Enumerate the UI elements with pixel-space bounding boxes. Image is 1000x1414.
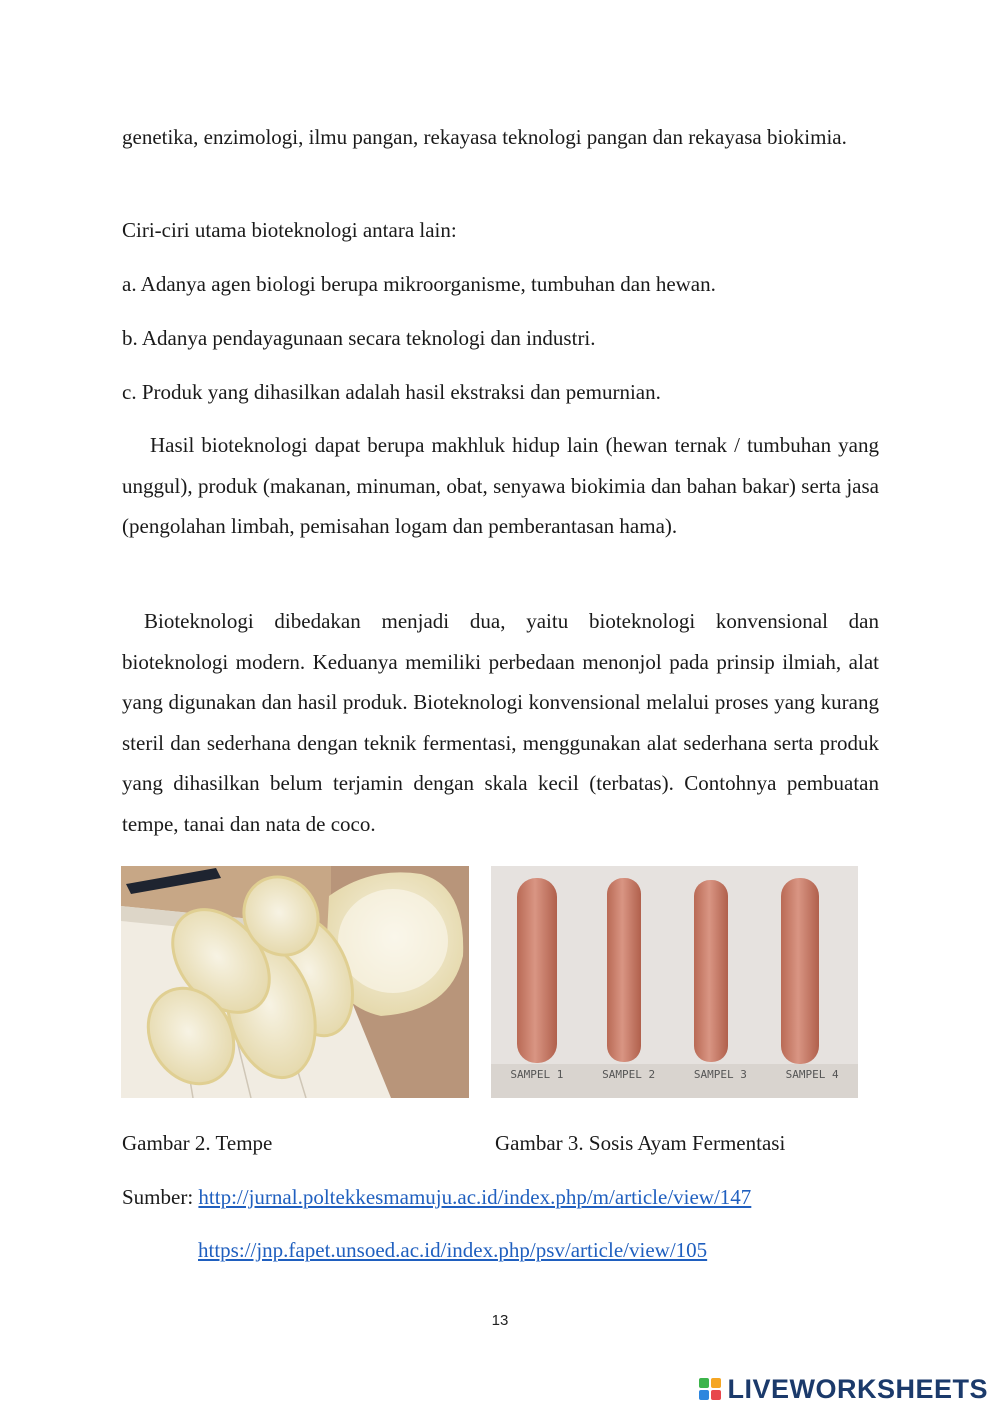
tempe-image bbox=[121, 866, 469, 1098]
figure-2-caption: Gambar 2. Tempe bbox=[122, 1131, 273, 1155]
paragraph-intro: genetika, enzimologi, ilmu pangan, rekayasa teknologi pangan dan rekayasa biokimia. bbox=[122, 125, 847, 149]
liveworksheets-brand[interactable] bbox=[699, 1372, 988, 1406]
ciri-item-a: a. Adanya agen biologi berupa mikroorganisme, tumbuhan dan hewan. bbox=[122, 272, 716, 296]
sample-label-4: SAMPEL 4 bbox=[785, 1068, 839, 1081]
figure-3-caption: Gambar 3. Sosis Ayam Fermentasi bbox=[495, 1131, 786, 1155]
sample-label-1: SAMPEL 1 bbox=[510, 1068, 564, 1081]
paragraph-hasil: Hasil bioteknologi dapat berupa makhluk hidup lain (hewan ternak / tumbuhan yang unggul), produk (makanan, minuman, obat, senyawa biokimia dan bahan bakar) serta jasa (pengolahan limbah, pemisahan logam dan pemberantasan hama). bbox=[122, 433, 879, 538]
ciri-heading: Ciri-ciri utama bioteknologi antara lain: bbox=[122, 218, 457, 242]
ciri-item-c: c. Produk yang dihasilkan adalah hasil ekstraksi dan pemurnian. bbox=[122, 380, 661, 404]
liveworksheets-logo-icon bbox=[699, 1378, 721, 1400]
paragraph-jenis: Bioteknologi dibedakan menjadi dua, yaitu bioteknologi konvensional dan bioteknologi modern. Keduanya memiliki perbedaan menonjol pada prinsip ilmiah, alat yang digunakan dan hasil produk. Bioteknologi konvensional melalui proses yang kurang steril dan sederhana dengan teknik fermentasi, menggunakan alat sederhana serta produk yang dihasilkan belum terjamin dengan skala kecil (terbatas). Contohnya pembuatan tempe, tanai dan nata de coco. bbox=[122, 609, 879, 836]
source-link-2[interactable]: https://jnp.fapet.unsoed.ac.id/index.php/psv/article/view/105 bbox=[198, 1238, 708, 1262]
brand-name: LIVEWORKSHEETS bbox=[727, 1373, 988, 1404]
source-link-1[interactable]: http://jurnal.poltekkesmamuju.ac.id/index.php/m/article/view/147 bbox=[198, 1185, 752, 1209]
sources-label: Sumber: bbox=[122, 1185, 194, 1209]
sources-line-2 bbox=[198, 1238, 707, 1263]
sosis-image bbox=[491, 866, 858, 1098]
ciri-item-b: b. Adanya pendayagunaan secara teknologi dan industri. bbox=[122, 326, 596, 350]
sample-label-3: SAMPEL 3 bbox=[693, 1068, 747, 1081]
page-number: 13 bbox=[491, 1312, 509, 1329]
sample-label-2: SAMPEL 2 bbox=[602, 1068, 656, 1081]
sources-line bbox=[122, 1185, 751, 1210]
